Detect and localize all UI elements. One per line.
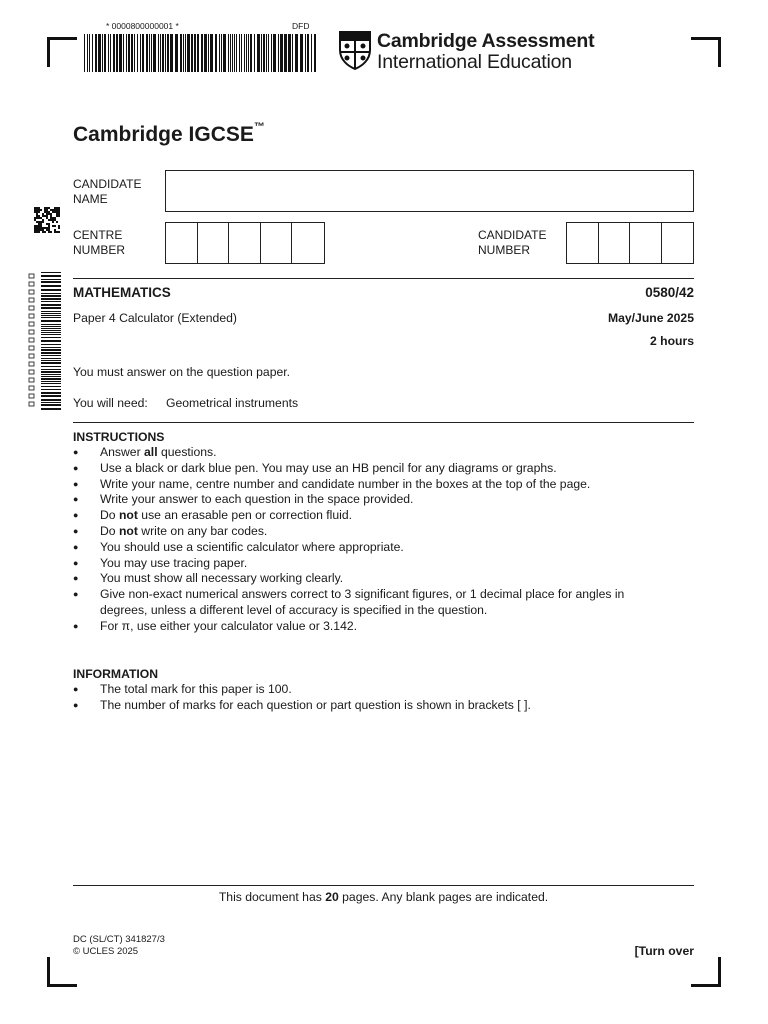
subject: MATHEMATICS	[73, 285, 171, 300]
divider	[73, 278, 694, 279]
instruction-item	[73, 524, 673, 540]
instruction-item	[73, 492, 673, 508]
instruction-text: Use a black or dark blue pen. You may use an HB pencil for any diagrams or graphs.	[100, 460, 557, 475]
candidate-name-label-line1: CANDIDATE	[73, 177, 142, 191]
instruction-item	[73, 508, 673, 524]
instruction-text: For π, use either your calculator value or 3.142.	[100, 618, 358, 633]
paper-title: Paper 4 Calculator (Extended)	[73, 311, 237, 325]
information-item	[73, 698, 673, 714]
barcode-number: * 0000800000001 *	[106, 21, 179, 31]
paper-code: 0580/42	[645, 285, 694, 300]
logo-line-1: Cambridge Assessment	[377, 30, 595, 52]
centre-digit-box[interactable]	[198, 223, 230, 263]
side-qr-code	[34, 207, 60, 233]
instruction-item	[73, 619, 673, 635]
candidate-digit-box[interactable]	[662, 223, 693, 263]
must-answer-text: You must answer on the question paper.	[73, 365, 291, 379]
page-count: 20	[325, 890, 339, 904]
instruction-text: You must show all necessary working clearly.	[100, 571, 344, 586]
instruction-item	[73, 540, 673, 556]
barcode-code: DFD	[292, 21, 310, 31]
centre-number-field[interactable]	[165, 222, 325, 264]
corner-mark-top-right	[691, 37, 721, 67]
instruction-text: Write your answer to each question in the space provided.	[100, 492, 414, 507]
centre-number-label	[73, 228, 125, 258]
centre-digit-box[interactable]	[229, 223, 261, 263]
qualification-name: Cambridge IGCSE	[73, 123, 254, 146]
instruction-item	[73, 461, 673, 477]
document-reference: DC (SL/CT) 341827/3	[73, 934, 165, 945]
information-heading: INFORMATION	[73, 667, 159, 681]
candidate-number-label-line1: CANDIDATE	[478, 228, 547, 242]
instruction-item	[73, 556, 673, 572]
instructions-heading: INSTRUCTIONS	[73, 430, 165, 444]
instruction-emphasis: all	[144, 445, 158, 459]
page-count-prefix: This document has	[218, 890, 326, 904]
turn-over: [Turn over	[634, 944, 694, 958]
side-vertical-barcode	[41, 272, 61, 410]
centre-digit-box[interactable]	[166, 223, 198, 263]
instruction-item	[73, 445, 673, 461]
instructions-list	[73, 445, 673, 635]
qualification-title	[73, 123, 265, 147]
you-will-need-value: Geometrical instruments	[166, 396, 299, 410]
side-barcode-digits	[26, 272, 38, 410]
candidate-name-field[interactable]	[165, 170, 694, 212]
instruction-text: Give non-exact numerical answers correct to 3 significant figures, or 1 decimal place for angles in degrees, unless a different level of accuracy is specified in the question.	[100, 587, 625, 617]
corner-mark-top-left	[47, 37, 77, 67]
candidate-number-label	[478, 228, 546, 258]
centre-number-label-line2: NUMBER	[73, 243, 126, 257]
instruction-text: Answer	[100, 445, 145, 459]
instruction-item	[73, 571, 673, 587]
instruction-text: write on any bar codes.	[137, 523, 268, 538]
top-barcode	[84, 34, 316, 72]
instruction-text: use an erasable pen or correction fluid.	[137, 508, 353, 523]
duration: 2 hours	[649, 334, 694, 348]
you-will-need-label: You will need:	[73, 396, 148, 410]
instruction-text: You may use tracing paper.	[100, 555, 248, 570]
cambridge-shield-icon	[338, 30, 372, 70]
instruction-text: Write your name, centre number and candidate number in the boxes at the top of the page.	[100, 476, 591, 491]
information-list	[73, 682, 673, 714]
candidate-name-label	[73, 177, 141, 207]
centre-digit-box[interactable]	[292, 223, 324, 263]
logo-line-2: International Education	[377, 51, 572, 73]
instruction-item	[73, 587, 673, 619]
candidate-name-label-line2: NAME	[73, 192, 108, 206]
instruction-item	[73, 477, 673, 493]
instruction-text: You should use a scientific calculator where appropriate.	[100, 539, 404, 554]
candidate-number-label-line2: NUMBER	[478, 243, 531, 257]
session: May/June 2025	[607, 311, 694, 325]
divider	[73, 422, 694, 423]
instruction-emphasis: not	[118, 523, 138, 538]
instruction-text: questions.	[157, 445, 217, 459]
instruction-text: Do	[100, 508, 119, 523]
information-item	[73, 682, 673, 698]
corner-mark-bottom-left	[47, 957, 77, 987]
information-text: The number of marks for each question or part question is shown in brackets [ ].	[100, 697, 531, 712]
divider	[73, 885, 694, 886]
candidate-digit-box[interactable]	[630, 223, 662, 263]
corner-mark-bottom-right	[691, 957, 721, 987]
instruction-emphasis: not	[118, 508, 138, 523]
trademark-symbol: ™	[253, 121, 265, 133]
page-count-notice	[73, 890, 694, 904]
copyright: © UCLES 2025	[73, 946, 139, 957]
candidate-number-field[interactable]	[566, 222, 694, 264]
instruction-text: Do	[100, 523, 119, 538]
candidate-digit-box[interactable]	[567, 223, 599, 263]
page-count-suffix: pages. Any blank pages are indicated.	[338, 890, 549, 904]
candidate-digit-box[interactable]	[599, 223, 631, 263]
centre-digit-box[interactable]	[261, 223, 293, 263]
information-text: The total mark for this paper is 100.	[100, 682, 292, 696]
centre-number-label-line1: CENTRE	[73, 228, 123, 242]
